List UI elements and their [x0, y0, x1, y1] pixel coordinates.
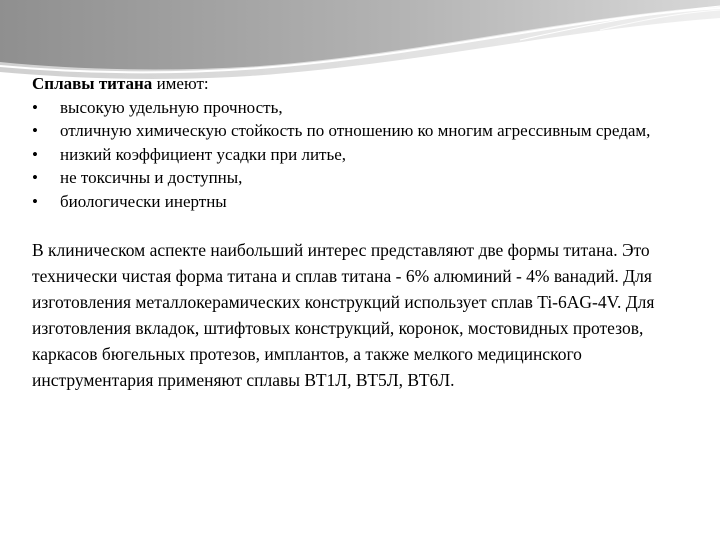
bullet-icon: • — [32, 121, 38, 140]
list-item-text: отличную химическую стойкость по отношению ко многим агрессивным средам, — [60, 121, 651, 140]
list-item-text: не токсичны и доступны, — [60, 168, 243, 187]
list-item — [32, 190, 704, 214]
heading-rest-text: имеют: — [152, 74, 209, 93]
list-item-text: низкий коэффициент усадки при литье, — [60, 144, 347, 164]
list-item — [32, 166, 704, 190]
bullet-icon: • — [32, 144, 38, 164]
list-item — [32, 119, 704, 143]
heading-bold-text: Сплавы титана — [32, 74, 153, 93]
body-paragraph: В клиническом аспекте наибольший интерес представляют две формы титана. Это технически чистая форма титана и сплав титана - 6% алюминий - 4% ванадий. Для изготовления металлокерамических конструкций использует сплав Ti-6AG-4V. Для изготовления вкладок, штифтовых конструкций, коронок, мостовидных протезов, каркасов бюгельных протезов, имплантов, а также мелкого медицинского инструментария применяют сплавы ВТ1Л, ВТ5Л, ВТ6Л. — [32, 240, 655, 390]
slide-content — [32, 72, 704, 393]
bullet-icon: • — [32, 168, 38, 187]
list-item — [32, 96, 704, 120]
list-item — [32, 143, 704, 167]
heading — [32, 72, 704, 96]
bullet-icon: • — [32, 191, 38, 211]
list-item-text: высокую удельную прочность, — [60, 97, 283, 117]
bullet-icon: • — [32, 97, 38, 117]
bullet-list — [32, 96, 704, 214]
list-item-text: биологически инертны — [60, 191, 227, 211]
